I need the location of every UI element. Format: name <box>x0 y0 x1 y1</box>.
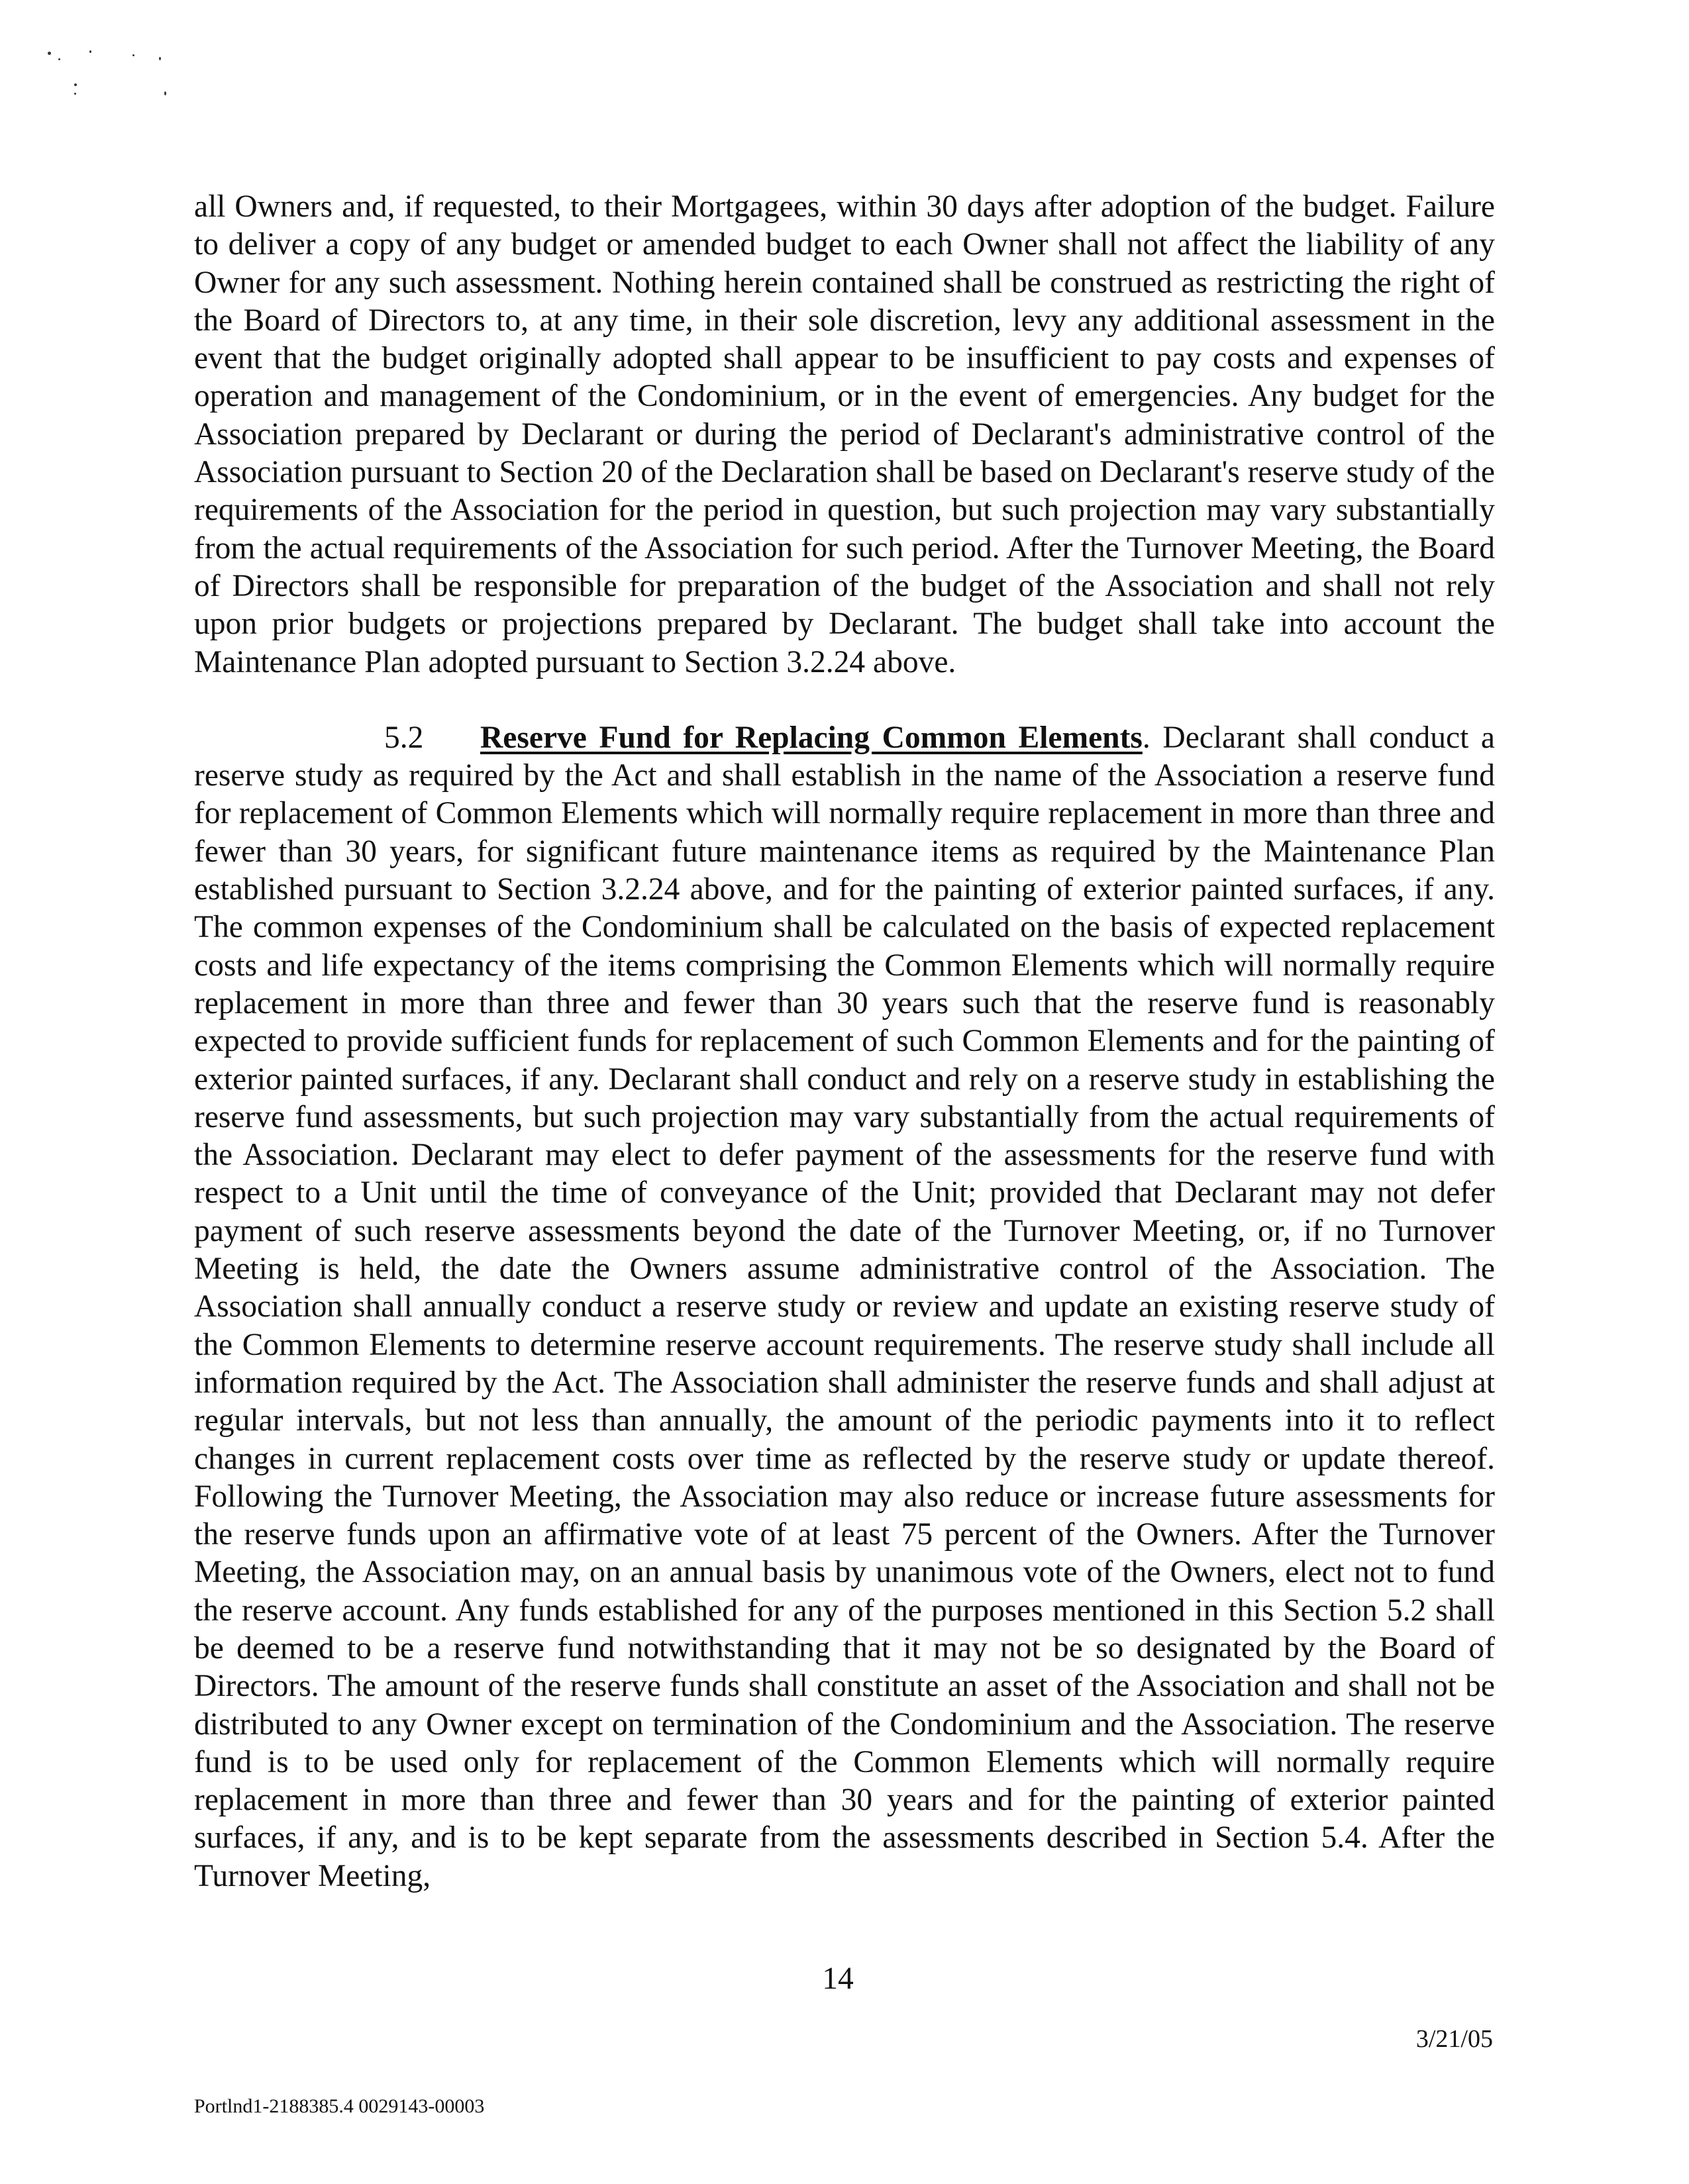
page-number: 14 <box>822 1961 854 1996</box>
section-5-2-body: Declarant shall conduct a reserve study as required by the Act and shall establish in the name of the Association a reserve fund for replacement of Common Elements which will normally require replacement in more than three and fewer than 30 years, for significant future maintenance items as required by the Maintenance Plan established pursuant to Section 3.2.24 above, and for the painting of exterior painted surfaces, if any. The common expenses of the Condominium shall be calculated on the basis of expected replacement costs and life expectancy of the items comprising the Common Elements which will normally require replacement in more than three and fewer than 30 years such that the reserve fund is reasonably expected to provide sufficient funds for replacement of such Common Elements and for the painting of exterior painted surfaces, if any. Declarant shall conduct and rely on a reserve study in establishing the reserve fund assessments, but such projection may vary substantially from the actual requirements of the Association. Declarant may elect to defer payment of the assessments for the reserve fund with respect to a Unit until the time of conveyance of the Unit; provided that Declarant may not defer payment of such reserve assessments beyond the date of the Turnover Meeting, or, if no Turnover Meeting is held, the date the Owners assume administrative control of the Association. The Association shall annually conduct a reserve study or review and update an existing reserve study of the Common Elements to determine reserve account requirements. The reserve study shall include all information required by the Act. The Association shall administer the reserve funds and shall adjust at regular intervals, but not less than annually, the amount of the periodic payments into it to reflect changes in current replacement costs over time as reflected by the reserve study or update thereof. Following the Turnover Meeting, the Association may also reduce or increase future assessments for the reserve funds upon an affirmative vote of at least 75 percent of the Owners. After the Turnover Meeting, the Association may, on an annual basis by unanimous vote of the Owners, elect not to fund the reserve account. Any funds established for any of the purposes mentioned in this Section 5.2 shall be deemed to be a reserve fund notwithstanding that it may not be so designated by the Board of Directors. The amount of the reserve funds shall constitute an asset of the Association and shall not be distributed to any Owner except on termination of the Condominium and the Association. The reserve fund is to be used only for replacement of the Common Elements which will normally require replacement in more than three and fewer than 30 years and for the painting of exterior painted surfaces, if any, and is to be kept separate from the assessments described in Section 5.4. After the Turnover Meeting, <box>194 720 1495 1893</box>
paragraph-budget-continuation: all Owners and, if requested, to their Mortgagees, within 30 days after adoption of the budget. Failure to deliver a copy of any budget or amended budget to each Owner shall not affect the liability of any Owner for any such assessment. Nothing herein contained shall be construed as restricting the right of the Board of Directors to, at any time, in their sole discretion, levy any additional assessment in the event that the budget originally adopted shall appear to be insufficient to pay costs and expenses of operation and management of the Condominium, or in the event of emergencies. Any budget for the Association prepared by Declarant or during the period of Declarant's administrative control of the Association pursuant to Section 20 of the Declaration shall be based on Declarant's reserve study of the requirements of the Association for the period in question, but such projection may vary substantially from the actual requirements of the Association for such period. After the Turnover Meeting, the Board of Directors shall be responsible for preparation of the budget of the Association and shall not rely upon prior budgets or projections prepared by Declarant. The budget shall take into account the Maintenance Plan adopted pursuant to Section 3.2.24 above. <box>194 189 1495 679</box>
scan-specks <box>40 40 199 119</box>
document-body <box>194 188 1495 1895</box>
document-id: Portlnd1-2188385.4 0029143-00003 <box>194 2095 485 2117</box>
revision-date: 3/21/05 <box>1415 2025 1493 2053</box>
section-number: 5.2 <box>384 720 424 755</box>
section-title-period: . <box>1142 720 1151 755</box>
section-title: Reserve Fund for Replacing Common Elements <box>480 720 1143 755</box>
paragraph-section-5-2 <box>194 719 1495 1895</box>
